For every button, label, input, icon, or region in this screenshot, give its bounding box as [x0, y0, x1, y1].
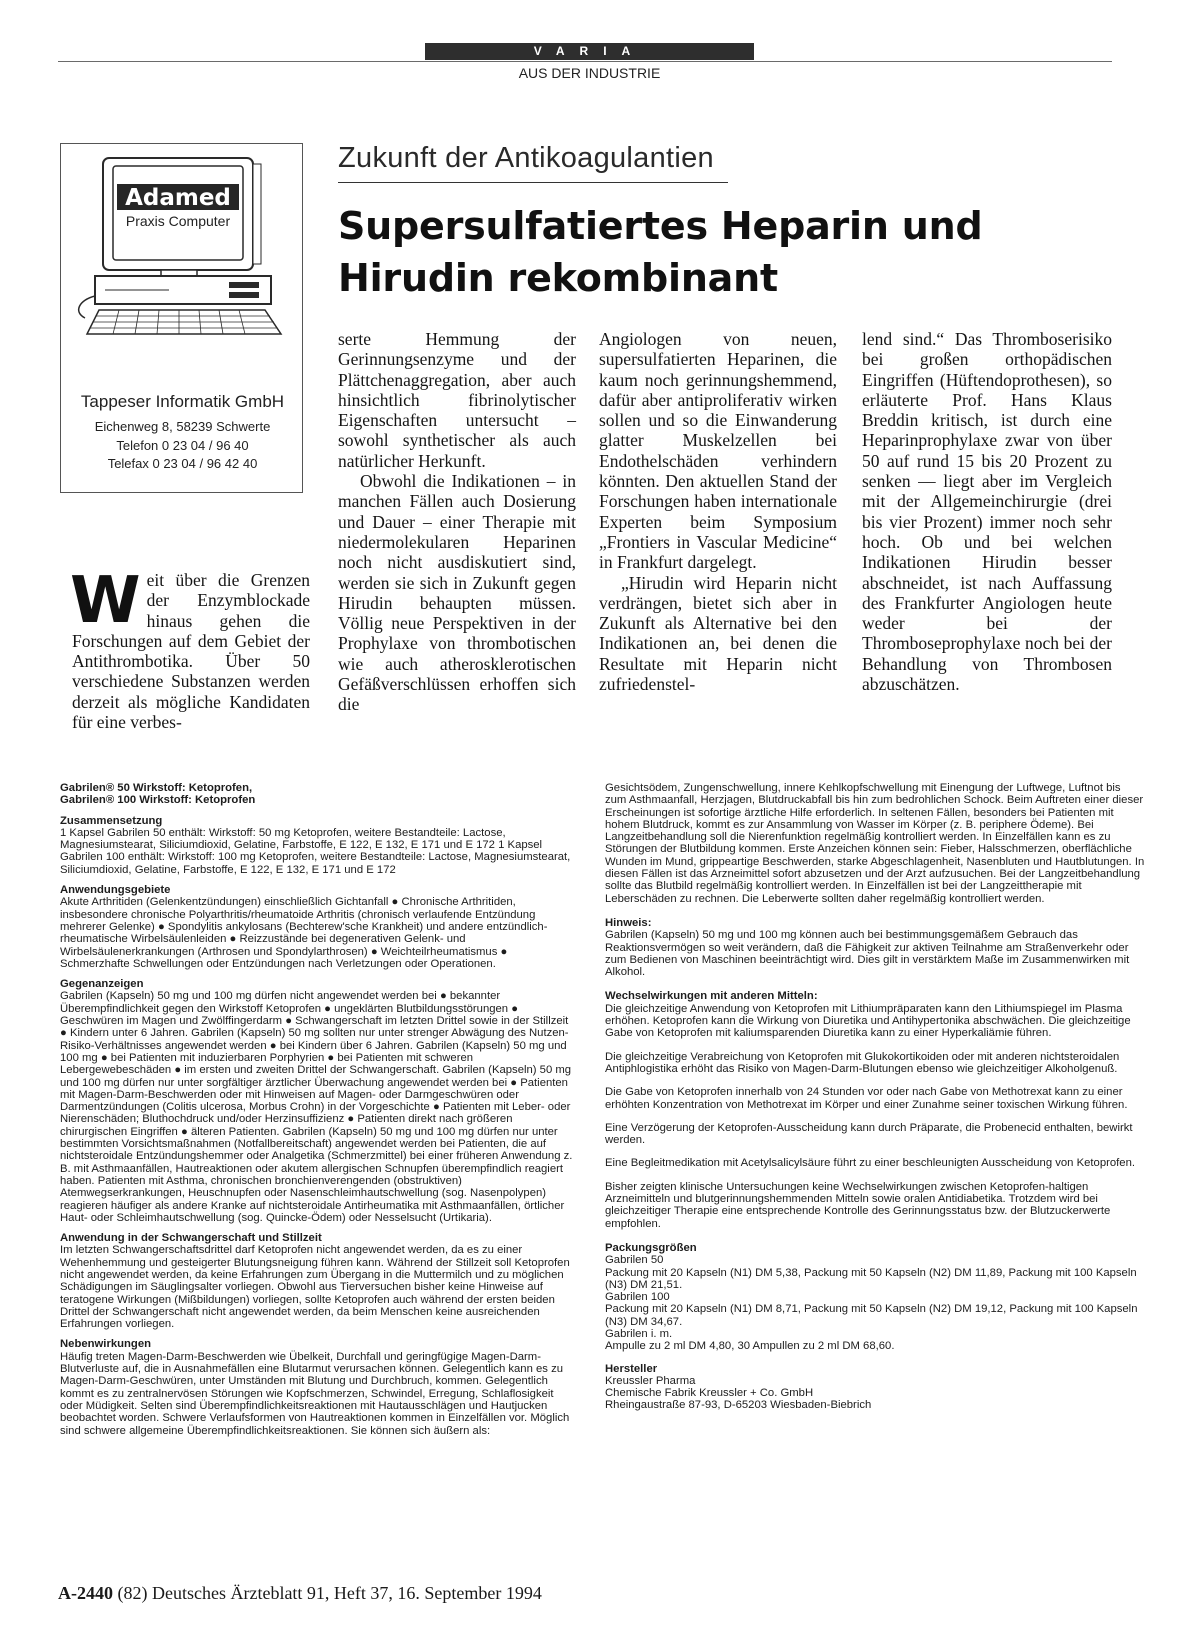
- product-line-1: Gabrilen® 50 Wirkstoff: Ketoprofen,: [60, 782, 253, 794]
- heading-wechselwirkungen: Wechselwirkungen mit anderen Mitteln:: [605, 990, 818, 1003]
- ad-phone: Telefon 0 23 04 / 96 40: [116, 438, 249, 453]
- packung-line-4: Packung mit 20 Kapseln (N1) DM 8,71, Packung mit 50 Kapseln (N2) DM 19,12, Packung mit 100 Kapseln (N3) DM 34,67.: [605, 1303, 1138, 1328]
- headline-line-2: Hirudin rekombinant: [338, 256, 778, 300]
- heading-schwangerschaft: Anwendung in der Schwangerschaft und Stillzeit: [60, 1232, 322, 1245]
- column-4-paragraph: lend sind.“ Das Thromboserisiko bei großen orthopädischen Eingriffen (Hüftendoprothesen), so erläuterte Prof. Hans Klaus Breddin kritisch, ist durch eine Heparinprophylaxe zwar von über 50 auf rund 15 bis 20 Prozent zu senken — liegt aber im Vergleich mit der Allgemeinchirurgie (drei bis vier Prozent) immer noch sehr hoch. Ob und bei welchen Indikationen Hirudin besser abschneidet, ist nach Auffassung des Frankfurter Angiologen heute weder bei der Thromboseprophylaxe noch bei der Behandlung von Thrombosen abzuschätzen.: [862, 329, 1112, 695]
- column-1-text: eit über die Grenzen der Enzymblockade hinaus gehen die Forschungen auf dem Gebiet der Antithrombotika. Über 50 verschiedene Substanzen werden derzeit als mögliche Kandidaten für eine verbes-: [72, 570, 310, 733]
- heading-hinweis: Hinweis:: [605, 916, 652, 929]
- header-rule: [58, 61, 1112, 62]
- ad-logo-text: Adamed: [125, 185, 231, 211]
- ad-company-name: Tappeser Informatik GmbH: [80, 392, 285, 411]
- text-wechselwirkungen-4: Eine Verzögerung der Ketoprofen-Ausscheidung kann durch Präparate, die Probenecid enthalten, bewirkt werden.: [605, 1121, 1133, 1147]
- product-info-right: [605, 782, 1145, 1412]
- section-label: VARIA: [425, 43, 754, 60]
- section-subtitle: AUS DER INDUSTRIE: [518, 65, 661, 81]
- text-nebenwirkungen-cont: Gesichtsödem, Zungenschwellung, innere Kehlkopfschwellung mit Einengung der Luftwege, Luftnot bis zum Asthmaanfall, Herzjagen, Blutdruckabfall bis hin zum bedrohlichen Schock. Beim Auftreten einer dieser Erscheinungen ist sofortige ärztliche Hilfe erforderlich. In seltenen Fällen, besonders bei Patienten mit hohem Blutdruck, kommt es zur Ansammlung von Wasser im Körper (z. B. periphere Ödeme). Bei Langzeitbehandlung soll die Nierenfunktion regelmäßig kontrolliert werden. In Einzelfällen kann es zu Störungen der Blutbildung kommen. Erste Anzeichen können sein: Fieber, Halsschmerzen, oberflächliche Wunden im Mund, grippeartige Beschwerden, starke Abgeschlagenheit, Nasenbluten und Hautblutungen. In diesen Fällen ist das Arzneimittel sofort abzusetzen und der Arzt aufzusuchen. Bei der Langzeitbehandlung sollte das Blutbild regelmäßig kontrolliert werden. In Einzelfällen ist bei der Langzeittherapie mit Leberschäden zu rechnen. Die Leberwerte sollten daher regelmäßig kontrolliert werden.: [605, 782, 1145, 905]
- page-code: A-2440: [58, 1583, 113, 1603]
- text-schwangerschaft: Im letzten Schwangerschaftsdrittel darf Ketoprofen nicht angewendet werden, da es zu einer Wehenhemmung und gesteigerter Blutungsneigung führen kann. Während der Stillzeit soll Ketoprofen nicht angewendet werden, da keine Erfahrungen zum Übergang in die Muttermilch und zu möglichen Schädigungen im Säuglingsalter vorliegen. Obwohl aus Tierversuchen bisher keine Hinweise auf teratogene Wirkungen (Mißbildungen) vorliegen, sollte Ketoprofen auch während der ersten beiden Drittel der Schwangerschaft nicht angewendet werden, da beim Menschen keine ausreichenden Erfahrungen vorliegen.: [60, 1244, 570, 1331]
- journal-citation: (82) Deutsches Ärzteblatt 91, Heft 37, 16. September 1994: [117, 1583, 542, 1603]
- article-headline: [338, 200, 1118, 304]
- headline-line-1: Supersulfatiertes Heparin und: [338, 204, 983, 248]
- advertisement-box: [60, 143, 303, 493]
- hersteller-line-1: Kreussler Pharma: [605, 1374, 696, 1387]
- article-column-1: [70, 564, 310, 733]
- heading-anwendungsgebiete: Anwendungsgebiete: [60, 884, 171, 897]
- ad-logo-subtitle: Praxis Computer: [125, 213, 231, 229]
- packung-line-6: Ampulle zu 2 ml DM 4,80, 30 Ampullen zu 2 ml DM 68,60.: [605, 1340, 895, 1353]
- hersteller-line-3: Rheingaustraße 87-93, D-65203 Wiesbaden-Biebrich: [605, 1399, 872, 1412]
- packung-line-3: Gabrilen 100: [605, 1291, 670, 1304]
- product-info-left: [60, 782, 577, 1437]
- heading-packungsgroessen: Packungsgrößen: [605, 1241, 697, 1254]
- heading-nebenwirkungen: Nebenwirkungen: [60, 1338, 152, 1351]
- article-column-2: [338, 329, 576, 715]
- kicker-rule: [338, 182, 728, 183]
- drop-cap: W: [70, 564, 141, 638]
- column-2-paragraph-1: serte Hemmung der Gerinnungsenzyme und der Plättchenaggregation, aber auch hinsichtlich fibrinolytischer Eigenschaften untersucht – sowohl synthetischer als auch natürlicher Herkunft.: [338, 329, 576, 471]
- column-2-paragraph-2: Obwohl die Indikationen – in manchen Fällen auch Dosierung und Dauer – einer Therapie mit niedermolekularen Heparinen noch nicht ausdiskutiert sind, werden sie sich in Zukunft gegen Hirudin behaupten müssen. Völlig neue Perspektiven in der Prophylaxe von thrombotischen wie auch atherosklerotischen Gefäßverschlüssen erhoffen sich die: [338, 471, 576, 715]
- packung-line-2: Packung mit 20 Kapseln (N1) DM 5,38, Packung mit 50 Kapseln (N2) DM 11,89, Packung mit 100 Kapseln (N3) DM 21,51.: [605, 1266, 1137, 1291]
- ad-fax: Telefax 0 23 04 / 96 42 40: [107, 456, 258, 471]
- hersteller-line-2: Chemische Fabrik Kreussler + Co. GmbH: [605, 1387, 814, 1400]
- article-column-4: [862, 329, 1112, 694]
- text-wechselwirkungen-1: Die gleichzeitige Anwendung von Ketoprofen mit Lithiumpräparaten kann den Lithiumspiegel im Plasma erhöhen. Ketoprofen kann die Wirkung von Diuretika und Antihypertonika abschwächen. Die gleichzeitige Gabe von Ketoprofen mit kaliumsparenden Diuretika kann zu einer Hyperkaliämie führen.: [605, 1002, 1131, 1040]
- column-3-paragraph-1: Angiologen von neuen, supersulfatierten Heparinen, die kaum noch gerinnungshemmend, dafür aber antiproliferativ wirken sollen und so die Einwanderung glatter Muskelzellen bei Endothelschäden verhindern könnten. Den aktuellen Stand der Forschungen haben internationale Experten beim Symposium „Frontiers in Vascular Medicine“ in Frankfurt dargelegt.: [599, 329, 837, 573]
- column-3-paragraph-2: „Hirudin wird Heparin nicht verdrängen, bietet sich aber in Zukunft als Alternative bei den Indikationen an, bei denen die Resultate mit Heparin nicht zufriedenstel-: [599, 572, 837, 695]
- ad-address: Eichenweg 8, 58239 Schwerte: [94, 419, 271, 434]
- product-line-2: Gabrilen® 100 Wirkstoff: Ketoprofen: [60, 794, 256, 807]
- article-kicker: Zukunft der Antikoagulantien: [338, 142, 714, 174]
- packung-line-5: Gabrilen i. m.: [605, 1327, 673, 1340]
- text-hinweis: Gabrilen (Kapseln) 50 mg und 100 mg können auch bei bestimmungsgemäßem Gebrauch das Reaktionsvermögen so weit verändern, daß die Fähigkeit zur aktiven Teilnahme am Straßenverkehr oder zum Bedienen von Maschinen beeinträchtigt wird. Dies gilt in verstärktem Maße im Zusammenwirken mit Alkohol.: [605, 929, 1130, 979]
- heading-gegenanzeigen: Gegenanzeigen: [60, 978, 144, 991]
- heading-zusammensetzung: Zusammensetzung: [60, 814, 163, 827]
- text-zusammensetzung: 1 Kapsel Gabrilen 50 enthält: Wirkstoff: 50 mg Ketoprofen, weitere Bestandteile: Lactose, Magnesiumstearat, Siliciumdioxid, Gelatine, Farbstoffe, E 122, E 132, E 171 und E 172 1 Kapsel Gabrilen 100 enthält: Wirkstoff: 100 mg Ketoprofen, weitere Bestandteile: Lactose, Magnesiumstearat, Siliciumdioxid, Gelatine, Farbstoffe, E 122, E 132, E 171 und E 172: [60, 826, 571, 876]
- computer-illustration: [69, 150, 297, 338]
- article-column-3: [599, 329, 837, 694]
- text-nebenwirkungen: Häufig treten Magen-Darm-Beschwerden wie Übelkeit, Durchfall und geringfügige Magen-Darm-Blutverluste auf, die in Ausnahmefällen eine Blutarmut verursachen können. Gelegentlich kann es zu Magen-Darm-Geschwüren, unter Umständen mit Blutung und Durchbruch, kommen. Gelegentlich kommt es zu zentralnervösen Störungen wie Kopfschmerzen, Schwindel, Erregung, Schlaflosigkeit oder Müdigkeit. Selten sind Überempfindlichkeitsreaktionen mit Hautausschlägen und Hautjucken beobachtet worden. Schwere Verlaufsformen von Hautreaktionen kommen in Einzelfällen vor. Möglich sind schwere allgemeine Überempfindlichkeitsreaktionen. Sie können sich äußern als:: [60, 1350, 570, 1437]
- text-anwendungsgebiete: Akute Arthritiden (Gelenkentzündungen) einschließlich Gichtanfall ● Chronische Arthritiden, insbesondere chronische Polyarthritis/rheumatoide Arthritis (chronisch verlaufende Entzündung mehrerer Gelenke) ● Spondylitis ankylosans (Bechterew'sche Krankheit) und andere entzündlich-rheumatische Wirbelsäulenleiden ● Reizzustände bei degenerativen Gelenk- und Wirbelsäulenerkrankungen (Arthrosen und Spondylarthrosen) ● Weichteilrheumatismus ● Schmerzhafte Schwellungen oder Entzündungen nach Verletzungen oder Operationen.: [60, 896, 548, 970]
- text-wechselwirkungen-2: Die gleichzeitige Verabreichung von Ketoprofen mit Glukokortikoiden oder mit anderen nichtsteroidalen Antiphlogistika erhöht das Risiko von Magen-Darm-Blutungen ebenso wie gleichzeitiger Alkoholgenuß.: [605, 1050, 1120, 1075]
- heading-hersteller: Hersteller: [605, 1362, 658, 1375]
- page-footer: [58, 1583, 542, 1604]
- text-wechselwirkungen-5: Eine Begleitmedikation mit Acetylsalicylsäure führt zu einer beschleunigten Ausscheidung von Ketoprofen.: [605, 1157, 1136, 1170]
- text-gegenanzeigen: Gabrilen (Kapseln) 50 mg und 100 mg dürfen nicht angewendet werden bei ● bekannter Überempfindlichkeit gegen den Wirkstoff Ketoprofen ● ungeklärten Blutbildungsstörungen ● Geschwüren im Magen und Zwölffingerdarm ● Schwangerschaft im letzten Drittel sowie in der Stillzeit ● Kindern unter 6 Jahren. Gabrilen (Kapseln) 50 mg sollten nur unter strenger Abwägung des Nutzen-Risiko-Verhältnisses angewendet werden ● bei Kindern über 6 Jahren. Gabrilen (Kapseln) 50 mg und 100 mg ● bei Patienten mit induzierbaren Porphyrien ● bei Patienten mit schweren Lebergewebeschäden ● im ersten und zweiten Drittel der Schwangerschaft. Gabrilen (Kapseln) 50 mg und 100 mg dürfen nur unter sorgfältiger ärztlicher Überwachung angewendet werden bei ● Patienten mit Magen-Darm-Beschwerden oder mit Hinweisen auf Magen- oder Darmgeschwüren oder Darmentzündungen (Colitis ulcerosa, Morbus Crohn) in der Vorgeschichte ● Patienten mit Leber- oder Nierenschäden; Bluthochdruck und/oder Herzinsuffizienz ● Patienten direkt nach größeren chirurgischen Eingriffen ● älteren Patienten. Gabrilen (Kapseln) 50 mg und 100 mg dürfen nur unter bestimmten Vorsichtsmaßnahmen (Notfallbereitschaft) angewendet werden bei Patienten, die auf nichtsteroidale Entzündungshemmer oder Analgetika (Schmerzmittel) bei einer früheren Anwendung z. B. mit Asthmaanfällen, Hautreaktionen oder akutem allergischen Schnupfen überempfindlich reagiert haben. Patienten mit Asthma, chronischen bronchienverengenden (obstruktiven) Atemwegserkrankungen, Heuschnupfen oder Nasenschleimhautschwellung (sog. Nasenpolypen) reagieren häufiger als andere Kranke auf nichtsteroidale Antirheumatika mit Asthmaanfällen, örtlicher Haut- oder Schleimhautschwellung (sog. Quincke-Ödem) oder Nesselsucht (Urtikaria).: [60, 990, 573, 1224]
- packung-line-1: Gabrilen 50: [605, 1254, 664, 1267]
- text-wechselwirkungen-6: Bisher zeigten klinische Untersuchungen keine Wechselwirkungen zwischen Ketoprofen-haltigen Arzneimitteln und blutgerinnungshemmenden Mitteln sowie oralen Antidiabetika. Trotzdem wird bei gleichzeitiger Therapie eine entsprechende Kontrolle des Gerinnungsstatus bzw. der Blutzuckerwerte empfohlen.: [605, 1180, 1111, 1230]
- text-wechselwirkungen-3: Die Gabe von Ketoprofen innerhalb von 24 Stunden vor oder nach Gabe von Methotrexat kann zu einer erhöhten Konzentration von Methotrexat im Körper und einer Zunahme seiner toxischen Wirkung führen.: [605, 1086, 1128, 1111]
